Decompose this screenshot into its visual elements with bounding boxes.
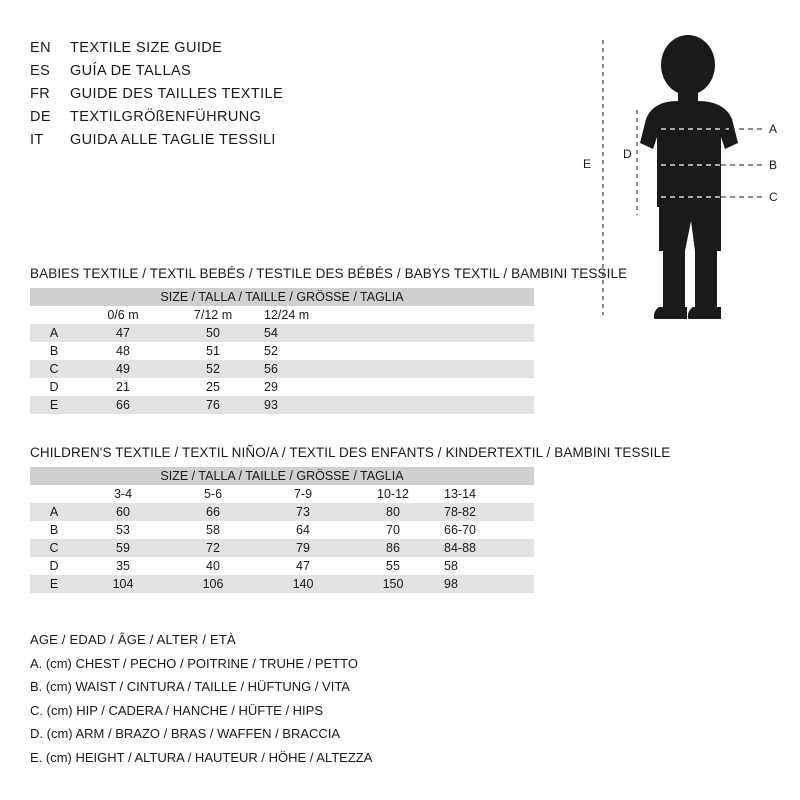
child-silhouette <box>640 35 738 319</box>
marker-label-d: D <box>623 147 632 161</box>
title-block <box>30 40 450 155</box>
cell: 98 <box>438 575 534 593</box>
legend-line-d: D. (cm) ARM / BRAZO / BRAS / WAFFEN / BRACCIA <box>30 726 341 741</box>
cell: 56 <box>258 360 534 378</box>
cell: 35 <box>78 557 168 575</box>
cell: 79 <box>258 539 348 557</box>
cell: 50 <box>168 324 258 342</box>
cell: 60 <box>78 503 168 521</box>
babies-section <box>30 266 627 414</box>
column-header: 12/24 m <box>258 306 534 324</box>
column-header: 7/12 m <box>168 306 258 324</box>
measurement-legend <box>30 628 372 769</box>
legend-line-e: E. (cm) HEIGHT / ALTURA / HAUTEUR / HÖHE / ALTEZZA <box>30 749 373 765</box>
cell: 49 <box>78 360 168 378</box>
marker-label-c: C <box>769 190 778 204</box>
cell: 58 <box>438 557 534 575</box>
children-section <box>30 445 670 593</box>
cell: 47 <box>258 557 348 575</box>
row-label: A <box>30 503 78 521</box>
row-label: B <box>30 342 78 360</box>
legend-line-a: A. (cm) CHEST / PECHO / POITRINE / TRUHE / PETTO <box>30 655 358 671</box>
cell: 66 <box>78 396 168 414</box>
babies-heading: BABIES TEXTILE / TEXTIL BEBÉS / TESTILE DES BÉBÉS / BABYS TEXTIL / BAMBINI TESSILE <box>30 266 628 281</box>
cell: 52 <box>168 360 258 378</box>
cell: 73 <box>258 503 348 521</box>
cell: 53 <box>78 521 168 539</box>
column-header: 0/6 m <box>78 306 168 324</box>
children-size-header: SIZE / TALLA / TAILLE / GRÖSSE / TAGLIA <box>30 467 534 485</box>
legend-title: AGE / EDAD / ÂGE / ALTER / ETÀ <box>30 632 236 647</box>
table-row <box>30 539 534 557</box>
row-label: C <box>30 539 78 557</box>
column-header: 3-4 <box>78 485 168 503</box>
corner-cell <box>30 485 78 503</box>
cell: 25 <box>168 378 258 396</box>
cell: 140 <box>258 575 348 593</box>
cell: 84-88 <box>438 539 534 557</box>
row-label: E <box>30 575 78 593</box>
title-row <box>30 132 450 153</box>
cell: 21 <box>78 378 168 396</box>
title-text: TEXTILGRÖßENFÜHRUNG <box>70 109 262 125</box>
row-label: B <box>30 521 78 539</box>
row-label: A <box>30 324 78 342</box>
title-text: GUÍA DE TALLAS <box>70 63 192 79</box>
table-row <box>30 396 534 414</box>
marker-label-b: B <box>769 158 778 172</box>
row-label: D <box>30 378 78 396</box>
title-lang-code: EN <box>30 40 51 56</box>
cell: 106 <box>168 575 258 593</box>
title-text: TEXTILE SIZE GUIDE <box>70 40 223 56</box>
title-row <box>30 86 450 107</box>
title-text: GUIDE DES TAILLES TEXTILE <box>70 86 284 102</box>
corner-cell <box>30 306 78 324</box>
cell: 150 <box>348 575 438 593</box>
title-text: GUIDA ALLE TAGLIE TESSILI <box>70 132 276 148</box>
cell: 58 <box>168 521 258 539</box>
title-row <box>30 40 450 61</box>
column-header: 5-6 <box>168 485 258 503</box>
cell: 48 <box>78 342 168 360</box>
table-row <box>30 360 534 378</box>
babies-size-table <box>30 288 534 414</box>
table-header-row <box>30 467 534 485</box>
table-row <box>30 324 534 342</box>
title-lang-code: IT <box>30 132 44 148</box>
title-row <box>30 63 450 84</box>
column-header: 7-9 <box>258 485 348 503</box>
cell: 47 <box>78 324 168 342</box>
legend-line-c: C. (cm) HIP / CADERA / HANCHE / HÜFTE / HIPS <box>30 702 324 718</box>
column-header: 10-12 <box>348 485 438 503</box>
babies-size-header: SIZE / TALLA / TAILLE / GRÖSSE / TAGLIA <box>30 288 534 306</box>
cell: 72 <box>168 539 258 557</box>
marker-label-e: E <box>583 157 592 171</box>
title-lang-code: DE <box>30 109 51 125</box>
cell: 70 <box>348 521 438 539</box>
row-label: E <box>30 396 78 414</box>
cell: 59 <box>78 539 168 557</box>
table-row <box>30 503 534 521</box>
table-row <box>30 575 534 593</box>
children-heading: CHILDREN'S TEXTILE / TEXTIL NIÑO/A / TEXTIL DES ENFANTS / KINDERTEXTIL / BAMBINI TESSILE <box>30 445 671 460</box>
table-header-row <box>30 288 534 306</box>
cell: 55 <box>348 557 438 575</box>
cell: 29 <box>258 378 534 396</box>
cell: 78-82 <box>438 503 534 521</box>
cell: 40 <box>168 557 258 575</box>
cell: 104 <box>78 575 168 593</box>
cell: 93 <box>258 396 534 414</box>
cell: 66-70 <box>438 521 534 539</box>
legend-line-b: B. (cm) WAIST / CINTURA / TAILLE / HÜFTUNG / VITA <box>30 679 350 694</box>
cell: 86 <box>348 539 438 557</box>
row-label: C <box>30 360 78 378</box>
table-row <box>30 342 534 360</box>
title-row <box>30 109 450 130</box>
cell: 66 <box>168 503 258 521</box>
table-row <box>30 378 534 396</box>
table-row <box>30 521 534 539</box>
cell: 54 <box>258 324 534 342</box>
children-size-table <box>30 467 534 593</box>
cell: 52 <box>258 342 534 360</box>
title-lang-code: ES <box>30 63 51 79</box>
cell: 76 <box>168 396 258 414</box>
cell: 51 <box>168 342 258 360</box>
row-label: D <box>30 557 78 575</box>
table-row <box>30 557 534 575</box>
column-header: 13-14 <box>438 485 534 503</box>
table-column-row <box>30 485 534 503</box>
table-column-row <box>30 306 534 324</box>
cell: 80 <box>348 503 438 521</box>
marker-label-a: A <box>769 122 778 136</box>
title-lang-code: FR <box>30 86 51 102</box>
cell: 64 <box>258 521 348 539</box>
